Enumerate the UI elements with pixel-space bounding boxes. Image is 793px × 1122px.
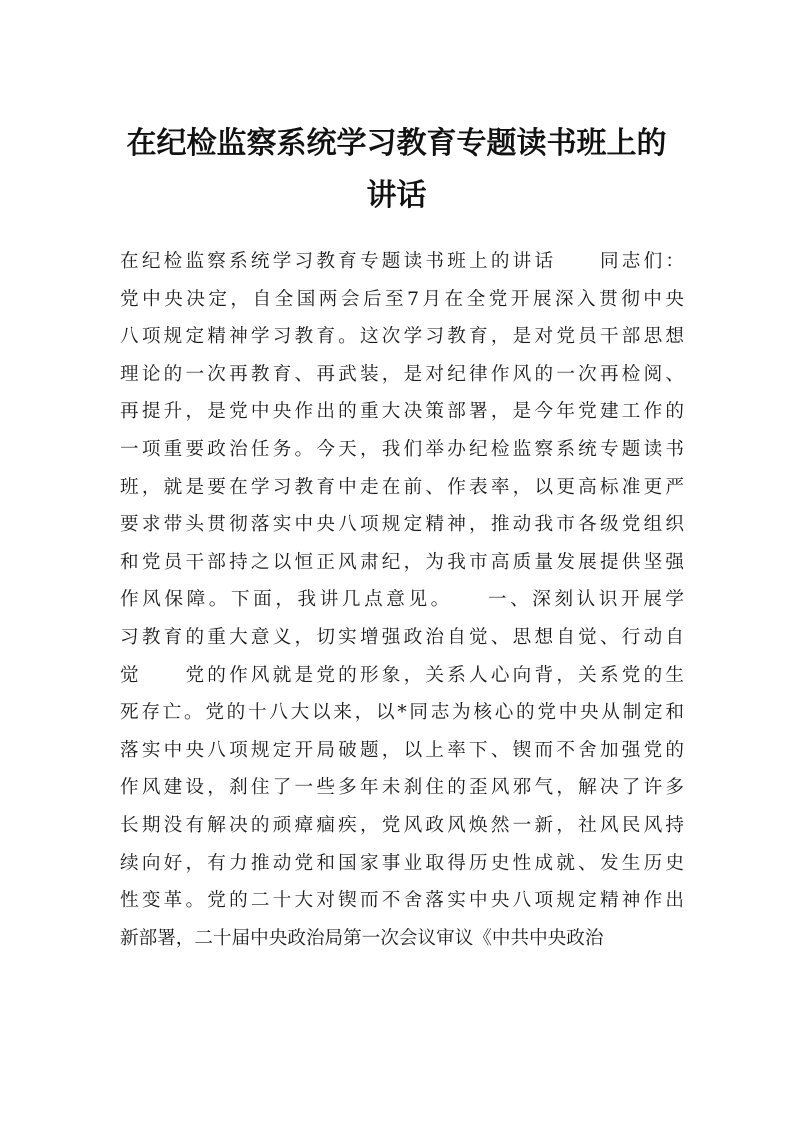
body-line: 作风建设，刹住了一些多年未刹住的歪风邪气，解决了许多 [120,777,684,799]
body-line: 作风保障。下面，我讲几点意见。 一、深刻认识开展学 [120,589,684,611]
body-line: 班，就是要在学习教育中走在前、作表率，以更高标准更严 [120,476,684,498]
body-line: 要求带头贯彻落实中央八项规定精神，推动我市各级党组织 [120,514,684,536]
body-line: 性变革。党的二十大对锲而不舍落实中央八项规定精神作出 [120,890,684,912]
body-line: 新部署，二十届中央政治局第一次会议审议《中共中央政治 [120,927,604,949]
document-body [120,243,684,957]
body-line: 理论的一次再教育、再武装，是对纪律作风的一次再检阅、 [120,363,684,385]
body-line: 落实中央八项规定开局破题，以上率下、锲而不舍加强党的 [120,739,684,761]
body-line: 再提升，是党中央作出的重大决策部署，是今年党建工作的 [120,401,684,423]
body-line: 续向好，有力推动党和国家事业取得历史性成就、发生历史 [120,852,684,874]
body-line: 在纪检监察系统学习教育专题读书班上的讲话 同志们： [120,251,684,272]
title-line-2: 讲话 [366,178,427,213]
body-line: 习教育的重大意义，切实增强政治自觉、思想自觉、行动自 [120,626,684,648]
body-line: 觉 党的作风就是党的形象，关系人心向背，关系党的生 [120,664,684,686]
title-line-1: 在纪检监察系统学习教育专题读书班上的 [126,126,667,161]
body-line: 长期没有解决的顽瘴痼疾，党风政风焕然一新，社风民风持 [120,814,684,836]
document-title [100,118,693,222]
body-line: 死存亡。党的十八大以来，以*同志为核心的党中央从制定和 [120,702,684,724]
body-line: 八项规定精神学习教育。这次学习教育，是对党员干部思想 [120,326,684,348]
body-line: 党中央决定，自全国两会后至7月在全党开展深入贯彻中央 [120,288,684,310]
body-line: 和党员干部持之以恒正风肃纪，为我市高质量发展提供坚强 [120,551,684,573]
body-line: 一项重要政治任务。今天，我们举办纪检监察系统专题读书 [120,438,684,460]
